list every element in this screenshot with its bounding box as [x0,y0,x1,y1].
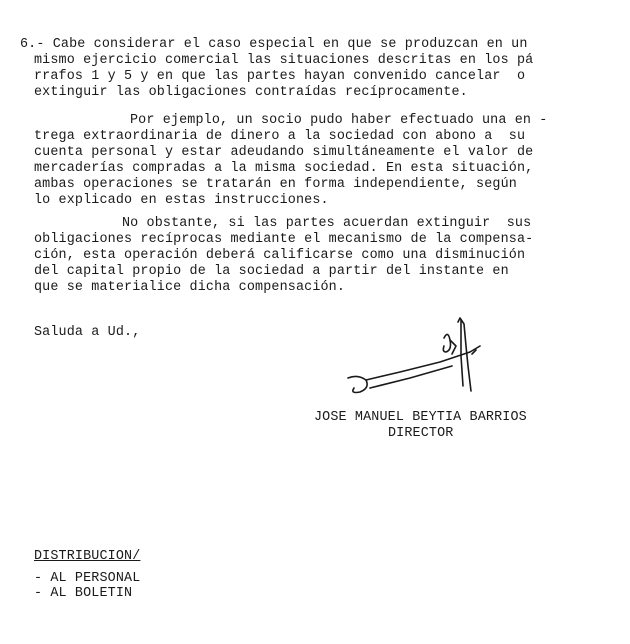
paragraph-example-line-4: mercaderías compradas a la misma sociedad. En esta situación, [34,161,534,176]
paragraph-obstante-line-3: ción, esta operación deberá calificarse como una disminución [34,248,526,263]
closing-salutation: Saluda a Ud., [34,325,141,340]
paragraph-obstante-line-5: que se materialice dicha compensación. [34,280,346,295]
paragraph-example-line-6: lo explicado en estas instrucciones. [34,193,329,208]
paragraph-example-line-3: cuenta personal y estar adeudando simultáneamente el valor de [34,145,534,160]
signatory-title: DIRECTOR [388,426,454,441]
paragraph-6-line-1: 6.- Cabe considerar el caso especial en que se produzcan en un [20,37,528,52]
paragraph-example-line-2: trega extraordinaria de dinero a la sociedad con abono a su [34,129,526,144]
distribution-item: - AL PERSONAL [34,571,141,586]
paragraph-6-line-3: rrafos 1 y 5 y en que las partes hayan convenido cancelar o [34,69,526,84]
paragraph-6-line-4: extinguir las obligaciones contraídas recíprocamente. [34,85,468,100]
paragraph-6-line-2: mismo ejercicio comercial las situaciones descritas en los pá [34,53,534,68]
signature-image [340,316,500,406]
distribution-heading: DISTRIBUCION/ [34,549,141,564]
paragraph-obstante-line-1: No obstante, si las partes acuerdan extinguir sus [122,216,532,231]
paragraph-obstante-line-2: obligaciones recíprocas mediante el mecanismo de la compensa- [34,232,534,247]
distribution-item: - AL BOLETIN [34,586,133,601]
paragraph-obstante-line-4: del capital propio de la sociedad a partir del instante en [34,264,509,279]
signatory-name: JOSE MANUEL BEYTIA BARRIOS [314,410,527,425]
paragraph-example-line-1: Por ejemplo, un socio pudo haber efectuado una en - [130,113,548,128]
paragraph-example-line-5: ambas operaciones se tratarán en forma independiente, según [34,177,517,192]
